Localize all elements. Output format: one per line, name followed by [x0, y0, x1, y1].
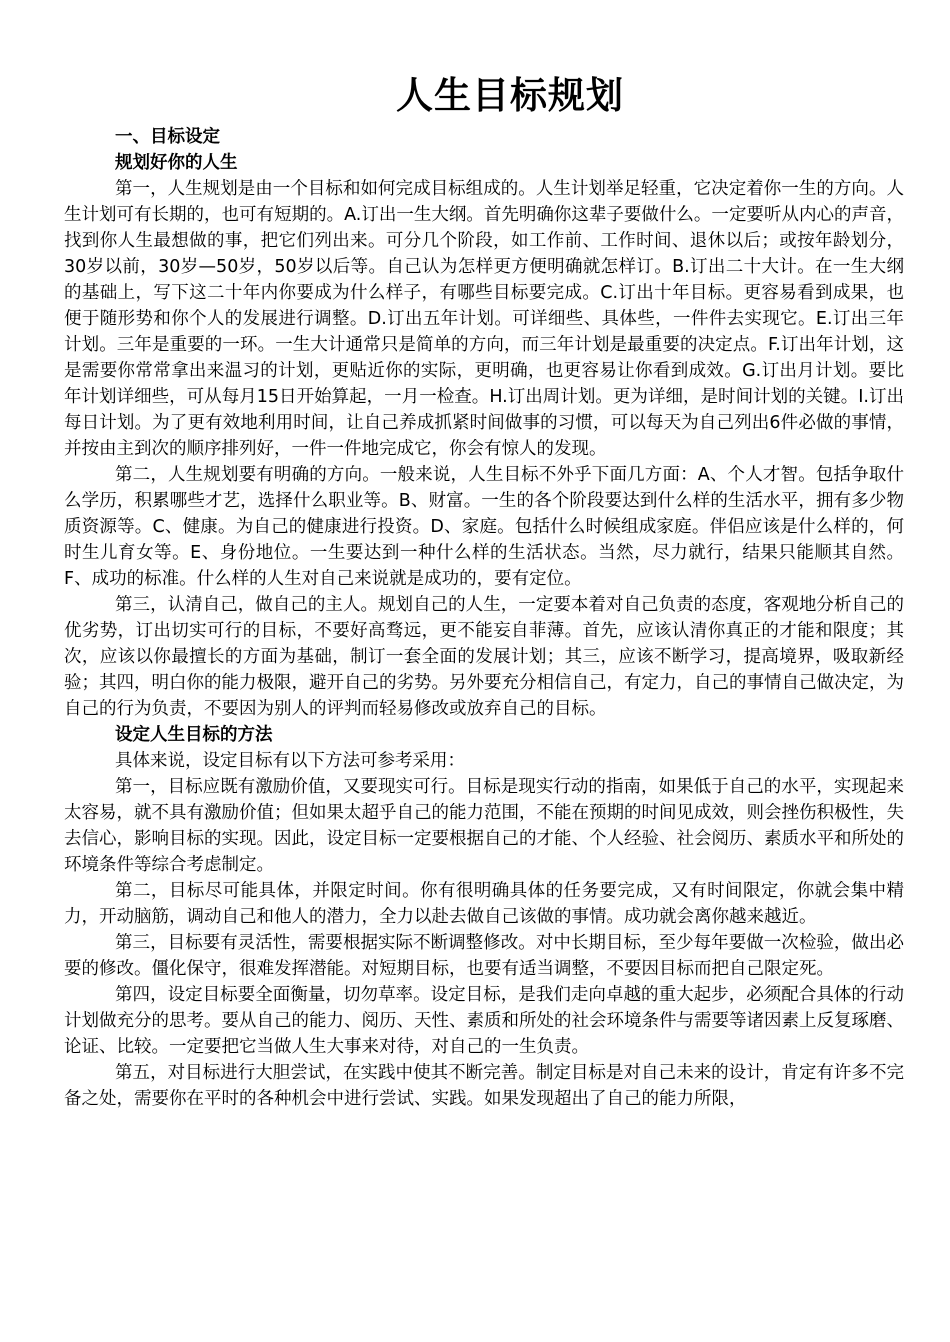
paragraph-life-plan-first: 第一，人生规划是由一个目标和如何完成目标组成的。人生计划举足轻重，它决定着你一生的方向。人生计划可有长期的，也可有短期的。A.订出一生大纲。首先明确你这辈子要做什么。一定要听从内心的声音，找到你人生最想做的事，把它们列出来。可分几个阶段，如工作前、工作时间、退休以后；或按年龄划分，30岁以前，30岁—50岁，50岁以后等。自己认为怎样更方便明确就怎样订。B.订出二十大计。在一生大纲的基础上，写下这二十年内你要成为什么样子，有哪些目标要完成。C.订出十年目标。更容易看到成果，也便于随形势和你个人的发展进行调整。D.订出五年计划。可详细些、具体些，一件件去实现它。E.订出三年计划。三年是重要的一环。一生大计通常只是简单的方向，而三年计划是最重要的决定点。F.订出年计划，这是需要你常常拿出来温习的计划，更贴近你的实际，更明确，也更容易让你看到成效。G.订出月计划。要比年计划详细些，可从每月15日开始算起，一月一检查。H.订出周计划。更为详细，是时间计划的关键。I.订出每日计划。为了更有效地利用时间，让自己养成抓紧时间做事的习惯，可以每天为自己列出6件必做的事情，并按由主到次的顺序排列好，一件一件地完成它，你会有惊人的发现。	[64, 179, 904, 459]
paragraph-method-first: 第一，目标应既有激励价值，又要现实可行。目标是现实行动的指南，如果低于自己的水平，实现起来太容易，就不具有激励价值；但如果太超乎自己的能力范围，不能在预期的时间见成效，则会挫伤积极性，失去信心，影响目标的实现。因此，设定目标一定要根据自己的才能、个人经验、社会阅历、素质水平和所处的环境条件等综合考虑制定。	[64, 777, 904, 875]
document-page	[64, 70, 904, 1112]
paragraph-method-third: 第三，目标要有灵活性，需要根据实际不断调整修改。对中长期目标，至少每年要做一次检验，做出必要的修改。僵化保守，很难发挥潜能。对短期目标，也要有适当调整，不要因目标而把自己限定死。	[64, 933, 904, 979]
section-heading-goal-methods: 设定人生目标的方法	[115, 725, 273, 745]
paragraph-life-plan-second: 第二，人生规划要有明确的方向。一般来说，人生目标不外乎下面几方面：A、个人才智。包括争取什么学历，积累哪些才艺，选择什么职业等。B、财富。一生的各个阶段要达到什么样的生活水平，拥有多少物质资源等。C、健康。为自己的健康进行投资。D、家庭。包括什么时候组成家庭。伴侣应该是什么样的，何时生儿育女等。E、身份地位。一生要达到一种什么样的生活状态。当然，尽力就行，结果只能顺其自然。F、成功的标准。什么样的人生对自己来说就是成功的，要有定位。	[64, 465, 904, 589]
section-heading-goal-setting: 一、目标设定	[115, 127, 220, 147]
paragraph-methods-intro: 具体来说，设定目标有以下方法可参考采用：	[115, 751, 465, 771]
subheading-plan-your-life: 规划好你的人生	[115, 153, 238, 173]
paragraph-method-fifth: 第五，对目标进行大胆尝试，在实践中使其不断完善。制定目标是对自己未来的设计，肯定有许多不完备之处，需要你在平时的各种机会中进行尝试、实践。如果发现超出了自己的能力所限，	[64, 1063, 904, 1109]
paragraph-life-plan-third: 第三，认清自己，做自己的主人。规划自己的人生，一定要本着对自己负责的态度，客观地分析自己的优劣势，订出切实可行的目标，不要好高骛远，更不能妄自菲薄。首先，应该认清你真正的才能和限度；其次，应该以你最擅长的方面为基础，制订一套全面的发展计划；其三，应该不断学习，提高境界，吸取新经验；其四，明白你的能力极限，避开自己的劣势。另外要充分相信自己，有定力，自己的事情自己做决定，为自己的行为负责，不要因为别人的评判而轻易修改或放弃自己的目标。	[64, 595, 904, 719]
paragraph-method-second: 第二，目标尽可能具体，并限定时间。你有很明确具体的任务要完成，又有时间限定，你就会集中精力，开动脑筋，调动自己和他人的潜力，全力以赴去做自己该做的事情。成功就会离你越来越近。	[64, 881, 904, 927]
paragraph-method-fourth: 第四，设定目标要全面衡量，切勿草率。设定目标，是我们走向卓越的重大起步，必须配合具体的行动计划做充分的思考。要从自己的能力、阅历、天性、素质和所处的社会环境条件与需要等诸因素上反复琢磨、论证、比较。一定要把它当做人生大事来对待，对自己的一生负责。	[64, 985, 904, 1057]
document-title: 人生目标规划	[396, 74, 624, 117]
